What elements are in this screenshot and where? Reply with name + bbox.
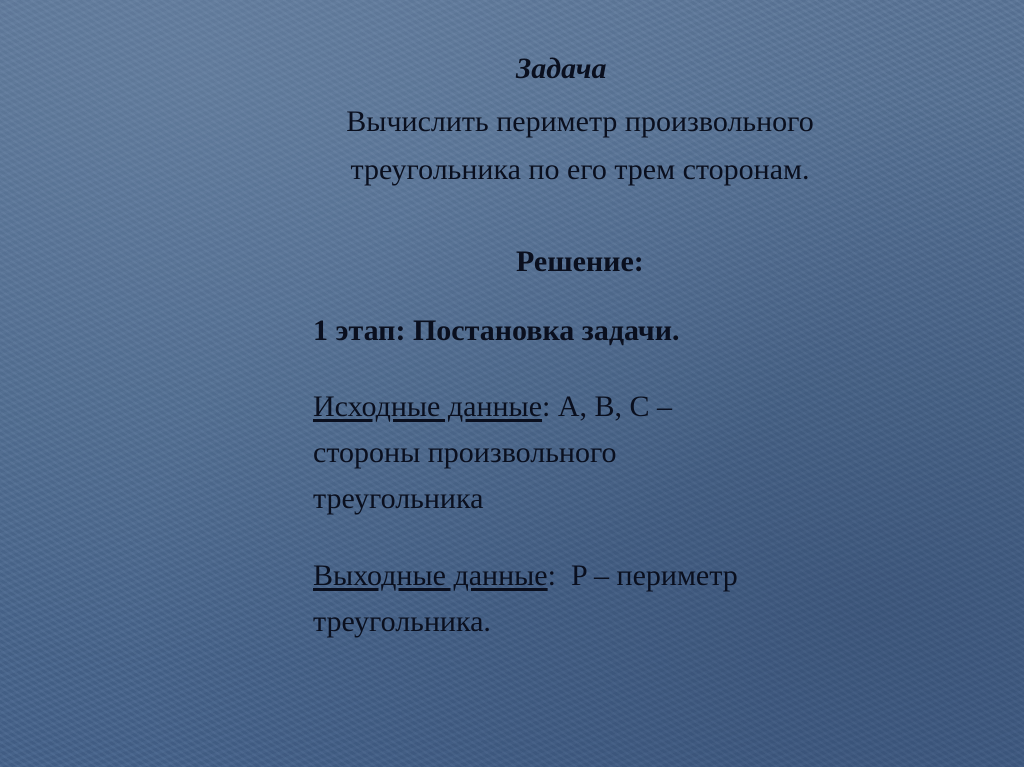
- input-data-colon: :: [542, 390, 551, 423]
- solution-heading: Решение:: [516, 245, 644, 278]
- input-data-line-3: треугольника: [313, 482, 484, 515]
- input-data-label: Исходные данные: [313, 390, 543, 423]
- output-data-label: Выходные данные: [313, 559, 548, 592]
- task-statement: [240, 98, 920, 194]
- task-statement-line-2: треугольника по его трем сторонам.: [350, 153, 810, 186]
- stage-title: 1 этап: Постановка задачи.: [313, 314, 680, 347]
- input-data-paragraph: [313, 384, 873, 522]
- input-data-line-1: [313, 384, 873, 430]
- output-data-line-1: [313, 553, 873, 599]
- output-data-value: P – периметр: [555, 559, 738, 592]
- output-data-colon: :: [547, 559, 556, 592]
- input-data-line-2: стороны произвольного: [313, 436, 617, 469]
- task-statement-line-1: Вычислить периметр произвольного: [346, 105, 814, 138]
- task-header: Задача: [516, 52, 607, 85]
- output-data-line-2: треугольника.: [313, 605, 491, 638]
- output-data-paragraph: [313, 553, 873, 645]
- input-data-value: A, B, C –: [550, 390, 673, 423]
